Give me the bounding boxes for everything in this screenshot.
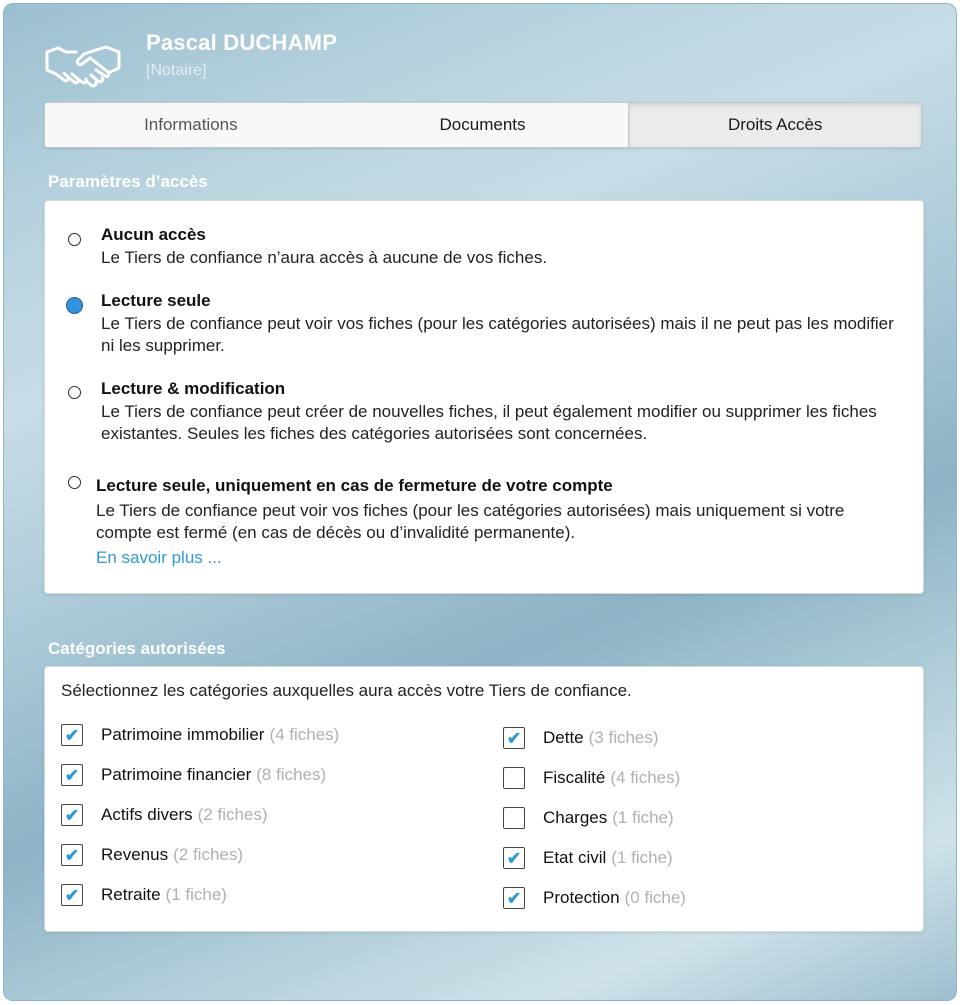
check-icon: ✔ (64, 805, 80, 825)
check-icon: ✔ (506, 848, 522, 868)
check-icon: ✔ (64, 845, 80, 865)
radio-lecture-seule[interactable] (66, 297, 83, 314)
check-icon: ✔ (64, 765, 80, 785)
category-label: Protection (0 fiche) (543, 888, 686, 907)
categories-intro: Sélectionnez les catégories auxquelles aura accès votre Tiers de confiance. (61, 681, 632, 700)
categories-section-title: Catégories autorisées (48, 639, 226, 658)
category-dette[interactable] (503, 727, 659, 749)
checkbox[interactable] (61, 764, 83, 786)
category-etat-civil[interactable] (503, 847, 673, 869)
category-label: Patrimoine financier (8 fiches) (101, 765, 327, 784)
option-desc-lecture-fermeture: Le Tiers de confiance peut voir vos fiches (pour les catégories autorisées) mais uniquement si votre compte est fermé (en cas de décès ou d’invalidité permanente). (96, 501, 845, 542)
category-retraite[interactable] (61, 884, 227, 906)
check-icon: ✔ (506, 888, 522, 908)
option-desc-lecture-modification: Le Tiers de confiance peut créer de nouvelles fiches, il peut également modifier ou supprimer les fiches existantes. Seules les fiches des catégories autorisées sont concernées. (101, 402, 877, 443)
category-label: Actifs divers (2 fiches) (101, 805, 268, 824)
category-label: Fiscalité (4 fiches) (543, 768, 681, 787)
option-title-lecture-fermeture: Lecture seule, uniquement en cas de fermeture de votre compte (96, 476, 613, 495)
category-charges[interactable] (503, 807, 674, 829)
check-icon: ✔ (64, 725, 80, 745)
checkbox[interactable] (503, 727, 525, 749)
checkbox[interactable] (503, 807, 525, 829)
categories-card (44, 666, 924, 932)
checkbox[interactable] (61, 844, 83, 866)
option-title-lecture-modification: Lecture & modification (101, 379, 286, 398)
checkbox[interactable] (503, 887, 525, 909)
tab-bar (44, 102, 922, 148)
radio-aucun-acces[interactable] (68, 233, 81, 246)
option-desc-lecture-seule: Le Tiers de confiance peut voir vos fiches (pour les catégories autorisées) mais il ne peut pas les modifier ni les supprimer. (101, 314, 894, 355)
option-title-aucun-acces: Aucun accès (101, 225, 206, 244)
radio-lecture-modification[interactable] (68, 386, 81, 399)
access-options-card (44, 200, 924, 594)
learn-more-link[interactable]: En savoir plus ... (96, 548, 222, 567)
category-label: Retraite (1 fiche) (101, 885, 227, 904)
category-label: Patrimoine immobilier (4 fiches) (101, 725, 340, 744)
checkbox[interactable] (61, 804, 83, 826)
checkbox[interactable] (61, 724, 83, 746)
category-fiscalite[interactable] (503, 767, 680, 789)
check-icon: ✔ (506, 728, 522, 748)
category-label: Revenus (2 fiches) (101, 845, 244, 864)
checkbox[interactable] (503, 767, 525, 789)
access-section-title: Paramètres d’accès (48, 172, 208, 191)
contact-role: [Notaire] (146, 62, 207, 79)
contact-panel (3, 3, 957, 1001)
category-patrimoine-immobilier[interactable] (61, 724, 339, 746)
checkbox[interactable] (61, 884, 83, 906)
category-revenus[interactable] (61, 844, 243, 866)
tab-informations[interactable]: Informations (144, 115, 238, 134)
checkbox[interactable] (503, 847, 525, 869)
category-label: Dette (3 fiches) (543, 728, 659, 747)
category-actifs-divers[interactable] (61, 804, 268, 826)
check-icon: ✔ (64, 885, 80, 905)
tab-droits-acces[interactable]: Droits Accès (628, 103, 921, 147)
option-title-lecture-seule: Lecture seule (101, 291, 211, 310)
radio-lecture-fermeture[interactable] (68, 476, 81, 489)
option-desc-aucun-acces: Le Tiers de confiance n’aura accès à aucune de vos fiches. (101, 248, 548, 267)
category-label: Etat civil (1 fiche) (543, 848, 673, 867)
handshake-icon (44, 42, 122, 88)
category-patrimoine-financier[interactable] (61, 764, 326, 786)
tab-documents[interactable]: Documents (439, 115, 526, 134)
category-label: Charges (1 fiche) (543, 808, 674, 827)
contact-name: Pascal DUCHAMP (146, 30, 338, 55)
category-protection[interactable] (503, 887, 686, 909)
